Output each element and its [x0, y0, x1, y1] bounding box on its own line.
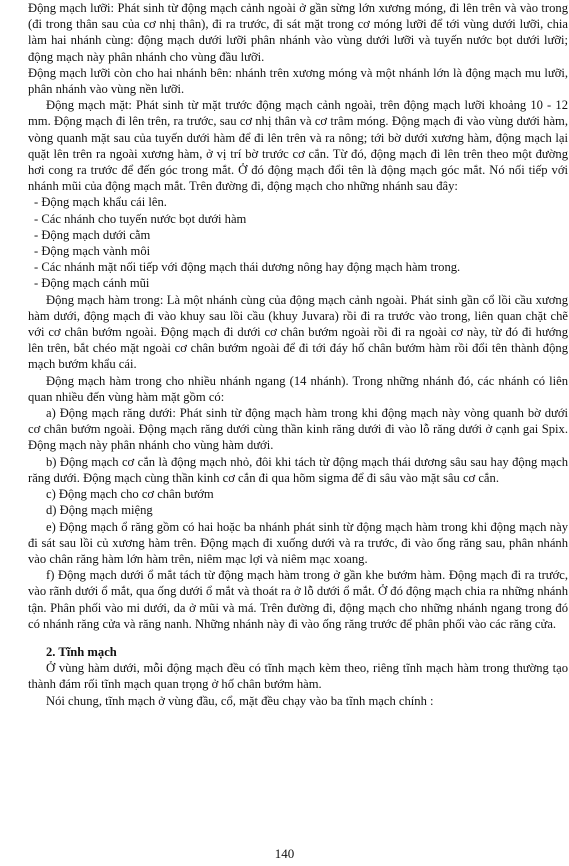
- paragraph-rang-duoi: a) Động mạch răng dưới: Phát sinh từ động mạch hàm trong khi động mạch này vòng quanh bờ dưới cơ chân bướm ngoài. Động mạch răng dưới cùng thần kinh răng dưới đi vào lỗ răng dưới ở cạnh gai Spix. Động mạch này phân nhánh cho vùng hàm dưới.: [28, 406, 568, 453]
- paragraph-dong-mach-mat: Động mạch mặt: Phát sinh từ mặt trước động mạch cảnh ngoài, trên động mạch lưỡi khoảng 10 - 12 mm. Động mạch đi lên trên, ra trước, sau cơ nhị thân và cơ trâm móng. Động mạch đi vào vùng dưới hàm, vòng quanh mặt sau của tuyến dưới hàm để đi lên trên và ra nông; tới bờ dưới xương hàm, động mạch lại quặt lên trên ra ngoài xương hàm, ở vị trí bờ trước cơ cắn. Từ đó, động mạch đi lên trên theo một đường hơi cong ra trước để đến góc trong mắt. Ở đó động mạch đổi tên là động mạch góc mắt. Nó nối tiếp với nhánh mũi của động mạch mắt. Trên đường đi, động mạch cho những nhánh sau đây:: [28, 98, 568, 194]
- section-heading: 2. Tĩnh mạch: [46, 644, 117, 659]
- list-item: - Các nhánh cho tuyến nước bọt dưới hàm: [34, 211, 247, 226]
- paragraph-mieng: d) Động mạch miệng: [46, 503, 153, 518]
- paragraph-chan-buom: c) Động mạch cho cơ chân bướm: [46, 487, 214, 502]
- paragraph-nhanh-ngang: Động mạch hàm trong cho nhiều nhánh ngang (14 nhánh). Trong những nhánh đó, các nhánh có liên quan nhiều đến vùng hàm mặt gồm có:: [28, 373, 568, 404]
- paragraph-dong-mach-luoi-nhanh-ben: Động mạch lưỡi còn cho hai nhánh bên: nhánh trên xương móng và một nhánh lớn là động mạch mu lưỡi, phân nhánh vào vùng nền lưỡi.: [28, 65, 568, 97]
- paragraph-duoi-o-mat: f) Động mạch dưới ổ mắt tách từ động mạch hàm trong ở gần khe bướm hàm. Động mạch đi ra trước, vào rãnh dưới ổ mắt, qua ống dưới ổ mắt và thoát ra ở lỗ dưới ổ mắt. Ở đó động mạch chia ra những nhánh tận. Phân phối vào mi dưới, da ở mũi và má. Trên đường đi, động mạch cho những nhánh ngang trong đó có nhánh răng cửa và răng nanh. Những nhánh này đi vào ống răng trước để phân phối vào các răng cửa.: [28, 568, 568, 631]
- paragraph-o-rang: e) Động mạch ổ răng gồm có hai hoặc ba nhánh phát sinh từ động mạch hàm trong khi động mạch này đi sát sau lồi củ xương hàm trên. Động mạch đi xuống dưới và ra trước, đi vào ống răng sau, phân nhánh vào chân răng hàm lớn hàm trên, niêm mạc lợi và niêm mạc xoang.: [28, 519, 568, 566]
- list-item: - Động mạch cánh mũi: [34, 276, 150, 291]
- paragraph-dong-mach-ham-trong: Động mạch hàm trong: Là một nhánh cùng của động mạch cảnh ngoài. Phát sinh gần cổ lồi cầu xương hàm dưới, động mạch đi vào khuy sau lồi cầu (khuy Juvara) rồi đi ra trước vào trong, liên quan chặt chẽ với cơ chân bướm ngoài. Động mạch đi dưới cơ chân bướm ngoài rồi đi ra ngoài cơ này, từ đó đi hướng lên trên, bắt chéo mặt ngoài cơ chân bướm ngoài để đi tới đáy hố chân bướm hàm rồi đổi tên thành động mạch bướm khẩu cái.: [28, 292, 568, 372]
- list-item: - Động mạch vành môi: [34, 244, 151, 259]
- list-item: - Động mạch dưới cằm: [34, 227, 151, 242]
- paragraph-dong-mach-luoi: Động mạch lưỡi: Phát sinh từ động mạch cảnh ngoài ở gần sừng lớn xương móng, đi lên trên và vào trong (đi trong thân sau của cơ nhị thân), đi ra trước, đi sát mặt trong cơ móng lưỡi để tới vùng dưới lưỡi, chia làm hai nhánh cùng: động mạch dưới lưỡi phân nhánh vào vùng dưới lưỡi và tuyến nước bọt dưới lưỡi; động mạch này phân nhánh cho vùng đầu lưỡi.: [28, 1, 568, 64]
- list-item: - Động mạch khẩu cái lên.: [34, 195, 167, 210]
- body-text: [28, 0, 568, 709]
- list-item: - Các nhánh mặt nối tiếp với động mạch thái dương nông hay động mạch hàm trong.: [34, 260, 461, 275]
- paragraph-ba-tinh-mach: Nói chung, tĩnh mạch ở vùng đầu, cổ, mặt đều chạy vào ba tĩnh mạch chính :: [46, 693, 434, 708]
- page-number: 140: [274, 846, 295, 861]
- paragraph-tinh-mach: Ở vùng hàm dưới, mỗi động mạch đều có tĩnh mạch kèm theo, riêng tĩnh mạch hàm trong thường tạo thành đám rối tĩnh mạch quan trọng ở hố chân bướm hàm.: [28, 661, 568, 692]
- paragraph-co-can: b) Động mạch cơ cắn là động mạch nhỏ, đôi khi tách từ động mạch thái dương sâu sau hay động mạch răng dưới. Động mạch cùng thần kinh cơ cắn đi qua hõm sigma để đi sâu vào mặt sâu cơ cắn.: [28, 454, 568, 485]
